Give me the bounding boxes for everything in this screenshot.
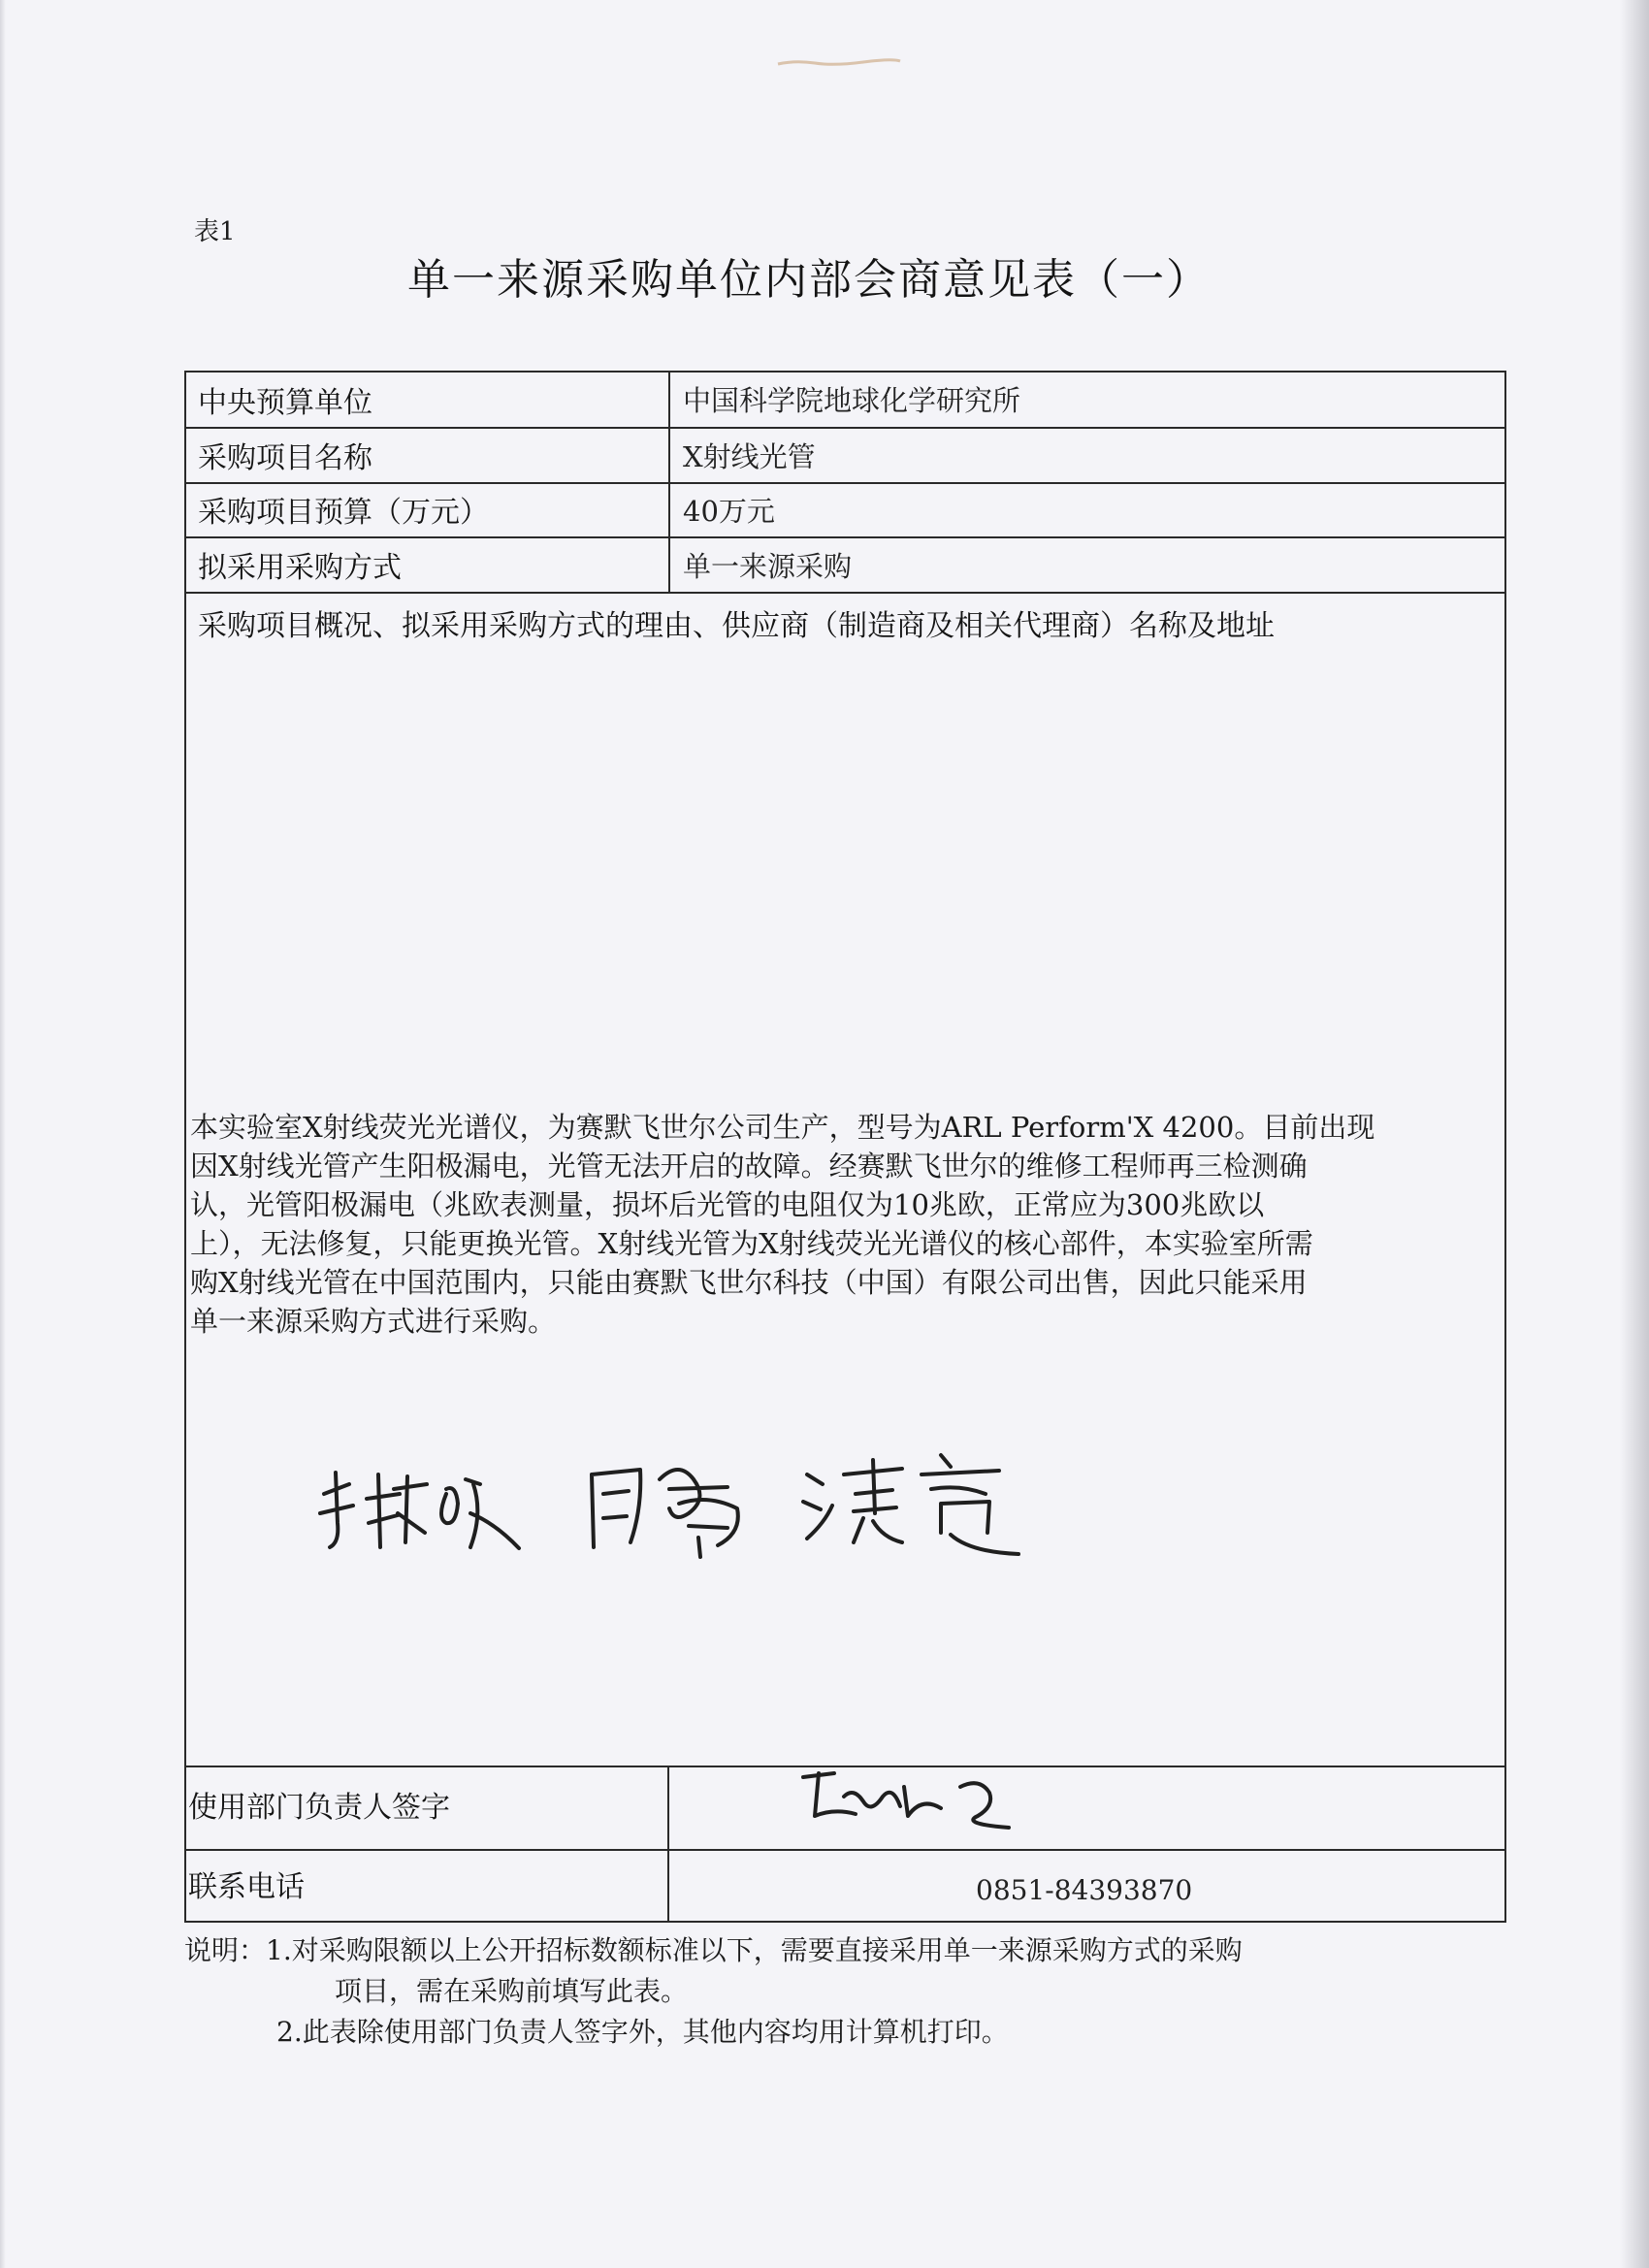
value-procurement-method: 单一来源采购 [683,550,853,583]
notes-section [184,1930,1494,2053]
description-line: 上），无法修复，只能更换光管。X射线光管为X射线荧光光谱仪的核心部件，本实验室所需 [190,1227,1313,1260]
handwritten-signature-2 [582,1450,766,1562]
row-divider [184,536,1506,538]
column-divider [667,1766,669,1923]
label-phone: 联系电话 [188,1870,305,1904]
value-budget-unit: 中国科学院地球化学研究所 [683,384,1021,417]
handwritten-signature-3 [795,1445,1028,1567]
label-procurement-method: 拟采用采购方式 [198,551,402,585]
table-label: 表1 [194,217,236,246]
notes-prefix: 说明： [184,1934,267,1966]
note-item-1: 1.对采购限额以上公开招标数额标准以下，需要直接采用单一来源采购方式的采购 [266,1934,1243,1966]
note-item-1-continued: 项目，需在采购前填写此表。 [335,1975,689,2007]
row-divider [184,427,1506,429]
label-project-name: 采购项目名称 [198,441,372,475]
description-heading: 采购项目概况、拟采用采购方式的理由、供应商（制造商及相关代理商）名称及地址 [198,609,1275,643]
description-line: 认，光管阳极漏电（兆欧表测量，损坏后光管的电阻仅为10兆欧，正常应为300兆欧以 [190,1188,1265,1221]
row-divider [184,482,1506,484]
table-border-bottom [184,1921,1506,1923]
note-item-2: 2.此表除使用部门负责人签字外，其他内容均用计算机打印。 [276,2016,1009,2048]
description-line: 因X射线光管产生阳极漏电，光管无法开启的故障。经赛默飞世尔的维修工程师再三检测确 [190,1150,1308,1183]
row-divider [184,592,1506,594]
description-line: 购X射线光管在中国范围内，只能由赛默飞世尔科技（中国）有限公司出售，因此只能采用 [190,1266,1308,1299]
description-line: 单一来源采购方式进行采购。 [190,1305,557,1338]
label-signer: 使用部门负责人签字 [188,1791,450,1825]
value-project-budget: 40万元 [683,495,775,528]
value-project-name: X射线光管 [683,440,816,473]
label-budget-unit: 中央预算单位 [198,386,372,420]
label-project-budget: 采购项目预算（万元） [198,496,489,530]
column-divider [668,371,670,594]
row-divider [184,1849,1506,1851]
page-title: 单一来源采购单位内部会商意见表（一） [407,255,1211,305]
description-line: 本实验室X射线荧光光谱仪，为赛默飞世尔公司生产，型号为ARL Perform'X 4200。目前出现 [190,1111,1375,1144]
handwritten-signature-1 [310,1455,534,1562]
table-border-top [184,371,1506,373]
table-border-right [1504,371,1506,1923]
value-phone: 0851-84393870 [976,1874,1193,1906]
department-head-signature [795,1758,1018,1840]
description-text [190,1108,1490,1341]
table-border-left [184,371,186,1923]
